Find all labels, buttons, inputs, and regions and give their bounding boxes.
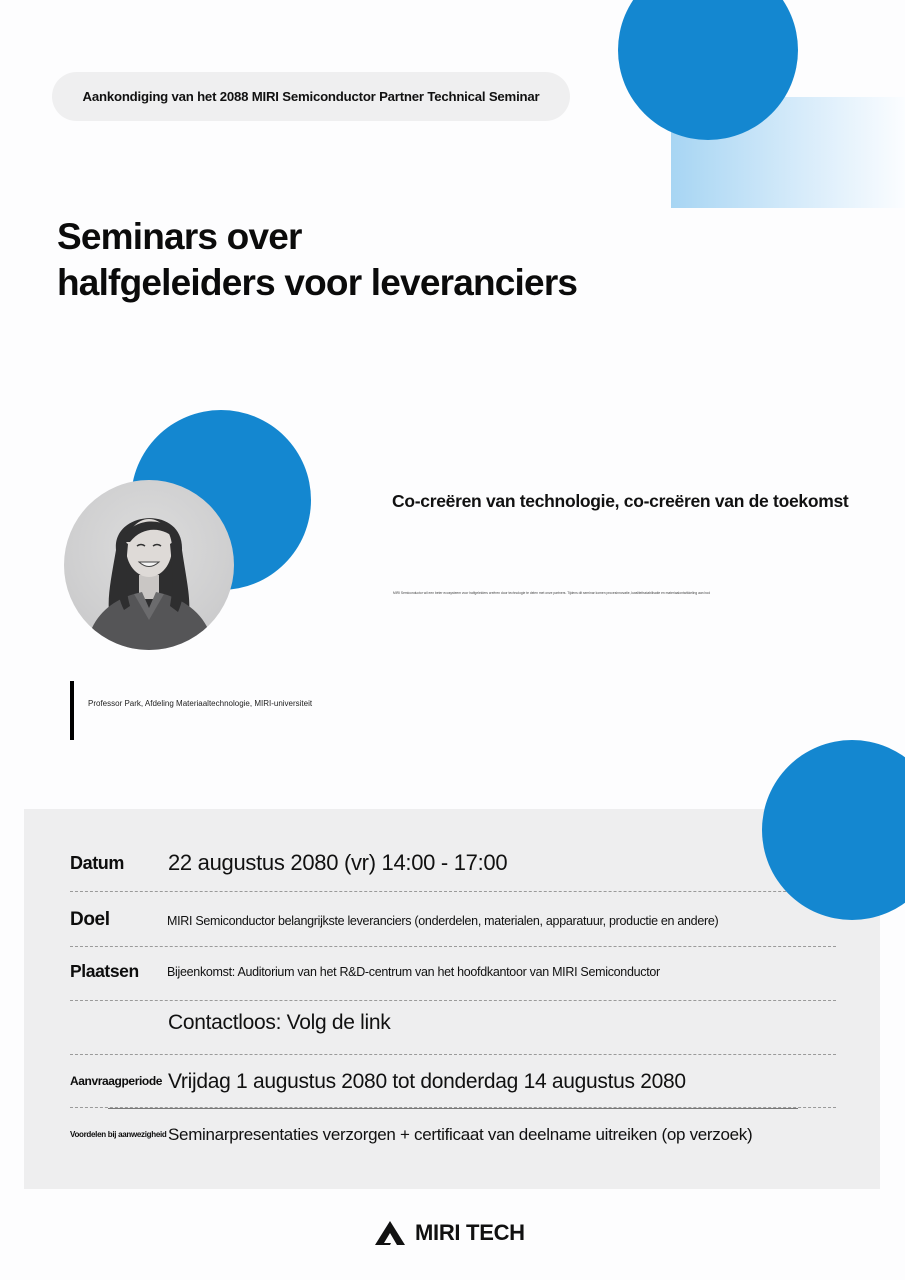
triangle-logo-icon	[374, 1220, 406, 1246]
detail-label-location: Plaatsen	[70, 961, 139, 981]
person-portrait-icon	[64, 480, 234, 650]
speaker-caption: Professor Park, Afdeling Materiaaltechnologie, MIRI-universiteit	[88, 699, 313, 708]
speaker-photo	[64, 480, 234, 650]
detail-label-benefits: Voordelen bij aanwezigheid	[70, 1130, 167, 1139]
page-title	[57, 214, 577, 306]
title-line-2: halfgeleiders voor leveranciers	[57, 262, 578, 303]
detail-label-application-period: Aanvraagperiode	[70, 1074, 163, 1088]
details-panel	[24, 809, 880, 1189]
title-line-1: Seminars over	[57, 216, 302, 257]
intro-description: MIRI Semiconductor wil een beter ecosysteem voor halfgeleiders creëren door technologie te delen met onze partners. Tijdens dit seminar komen procesinnovatie, kwaliteitsstabilisatie en materiaalontwikkeling aan bod	[393, 591, 711, 595]
detail-value-online: Contactloos: Volg de link	[168, 1011, 391, 1034]
detail-value-benefits: Seminarpresentaties verzorgen + certificaat van deelname uitreiken (op verzoek)	[168, 1125, 753, 1144]
detail-label-date: Datum	[70, 853, 125, 873]
detail-value-location: Bijeenkomst: Auditorium van het R&D-centrum van het hoofdkantoor van MIRI Semiconductor	[167, 965, 660, 979]
detail-value-date: 22 augustus 2080 (vr) 14:00 - 17:00	[168, 850, 508, 875]
detail-value-target: MIRI Semiconductor belangrijkste leveranciers (onderdelen, materialen, apparatuur, productie en andere)	[167, 914, 719, 928]
detail-label-target: Doel	[70, 909, 110, 930]
slogan-heading: Co-creëren van technologie, co-creëren van de toekomst	[392, 491, 849, 511]
miri-tech-logo	[374, 1220, 525, 1246]
caption-accent-bar	[70, 681, 74, 740]
announcement-badge	[52, 72, 570, 121]
logo-text: MIRI TECH	[415, 1220, 525, 1245]
announcement-text: Aankondiging van het 2088 MIRI Semiconductor Partner Technical Seminar	[82, 89, 540, 104]
detail-value-application-period: Vrijdag 1 augustus 2080 tot donderdag 14 augustus 2080	[168, 1070, 686, 1093]
